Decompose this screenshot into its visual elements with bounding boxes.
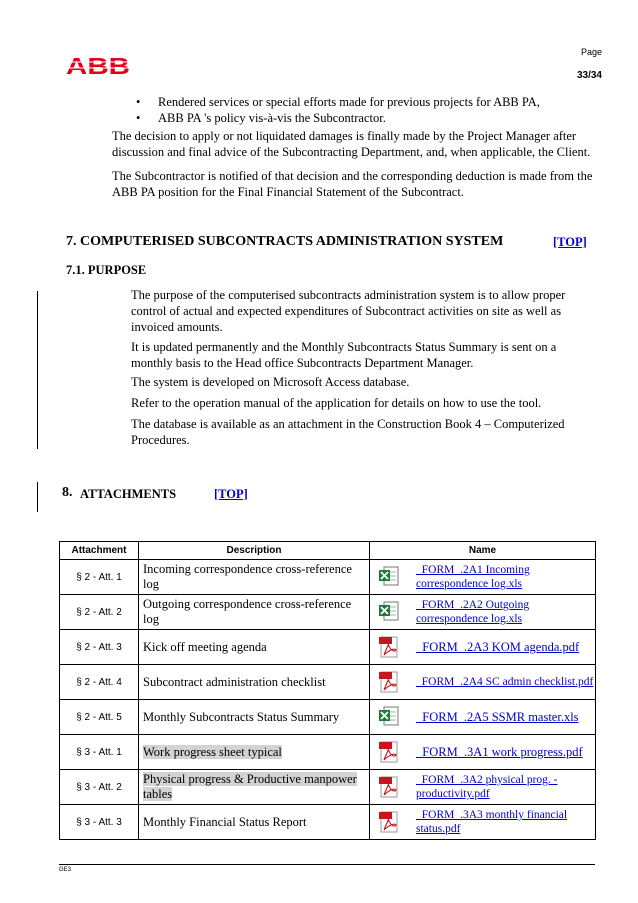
table-row <box>60 735 596 770</box>
description-cell <box>139 735 370 770</box>
table-header-row <box>60 542 596 560</box>
excel-icon[interactable] <box>378 600 400 624</box>
change-bar <box>37 291 38 449</box>
intro-paragraph: The Subcontractor is notified of that decision and the corresponding deduction is made from the ABB PA position for the Final Financial Statement of the Subcontract. <box>112 169 593 199</box>
attachment-cell: § 2 - Att. 4 <box>60 665 139 700</box>
pdf-icon[interactable] <box>378 775 400 799</box>
change-bar <box>37 482 38 512</box>
bullet-item: • Rendered services or special efforts made for previous projects for ABB PA, <box>124 94 594 110</box>
purpose-paragraph: The purpose of the computerised subcontracts administration system is to allow proper control of actual and expected expenditures of Subcontract activities on site as well as invoiced amounts. <box>131 288 566 334</box>
name-cell <box>370 700 596 735</box>
name-cell <box>370 770 596 805</box>
name-cell <box>370 595 596 630</box>
section-7-heading: 7. COMPUTERISED SUBCONTRACTS ADMINISTRATION SYSTEM <box>66 234 504 249</box>
name-cell <box>370 735 596 770</box>
description-cell: Subcontract administration checklist <box>139 665 370 700</box>
column-header: Description <box>139 542 370 560</box>
excel-icon[interactable] <box>378 705 400 729</box>
attachment-cell: § 3 - Att. 1 <box>60 735 139 770</box>
excel-icon[interactable] <box>378 565 400 589</box>
attachment-cell: § 3 - Att. 3 <box>60 805 139 840</box>
attachment-cell: § 2 - Att. 1 <box>60 560 139 595</box>
file-link[interactable]: _FORM_.2A5 SSMR master.xls <box>416 710 579 724</box>
column-header: Attachment <box>60 542 139 560</box>
pdf-icon[interactable] <box>378 740 400 764</box>
pdf-icon[interactable] <box>378 810 400 834</box>
pdf-icon[interactable] <box>378 635 400 659</box>
top-link[interactable]: [TOP] <box>214 487 248 501</box>
name-cell <box>370 630 596 665</box>
highlighted-description: Work progress sheet typical <box>143 744 282 759</box>
top-link[interactable]: [TOP] <box>553 235 587 249</box>
attachment-cell: § 2 - Att. 3 <box>60 630 139 665</box>
table-row <box>60 770 596 805</box>
description-cell: Incoming correspondence cross-reference log <box>139 560 370 595</box>
table-row <box>60 595 596 630</box>
description-cell: Monthly Subcontracts Status Summary <box>139 700 370 735</box>
bullet-item: • ABB PA 's policy vis-à-vis the Subcontractor. <box>124 110 594 126</box>
table-row <box>60 665 596 700</box>
table-row <box>60 560 596 595</box>
description-cell: Kick off meeting agenda <box>139 630 370 665</box>
page-label: Page <box>580 47 602 57</box>
file-link[interactable]: _FORM_.2A3 KOM agenda.pdf <box>416 640 580 654</box>
file-link[interactable]: _FORM_.3A3 monthly financial status.pdf <box>416 809 568 835</box>
column-header: Name <box>370 542 596 560</box>
table-row <box>60 630 596 665</box>
description-cell: Monthly Financial Status Report <box>139 805 370 840</box>
purpose-paragraph: It is updated permanently and the Monthly Subcontracts Status Summary is sent on a monthly basis to the Head office Subcontracts Department Manager. <box>131 340 557 370</box>
svg-text:ABB: ABB <box>66 56 130 76</box>
footer-text: GE3 <box>59 867 72 873</box>
highlighted-description: Physical progress & Productive manpower tables <box>143 772 357 801</box>
attachment-cell: § 2 - Att. 2 <box>60 595 139 630</box>
attachment-cell: § 3 - Att. 2 <box>60 770 139 805</box>
file-link[interactable]: _FORM_.3A1 work progress.pdf <box>416 745 583 759</box>
intro-paragraph: The decision to apply or not liquidated damages is finally made by the Project Manager after discussion and final advice of the Subcontracting Department, and, when applicable, the Client. <box>112 129 591 159</box>
file-link[interactable]: _FORM_.2A4 SC admin checklist.pdf <box>416 676 594 688</box>
description-cell: Outgoing correspondence cross-reference log <box>139 595 370 630</box>
footer-divider <box>59 864 595 865</box>
purpose-paragraph: Refer to the operation manual of the application for details on how to use the tool. <box>131 396 542 410</box>
section-7-1-heading: 7.1. PURPOSE <box>66 263 147 277</box>
attachments-table <box>59 541 596 840</box>
name-cell <box>370 560 596 595</box>
description-cell <box>139 770 370 805</box>
purpose-paragraph: The database is available as an attachment in the Construction Book 4 – Computerized Procedures. <box>131 417 565 447</box>
attachment-cell: § 2 - Att. 5 <box>60 700 139 735</box>
abb-logo <box>66 56 130 81</box>
table-row <box>60 805 596 840</box>
page-number: 33/34 <box>576 70 602 81</box>
intro-bullet-list <box>124 94 594 126</box>
purpose-paragraph: The system is developed on Microsoft Access database. <box>131 375 410 389</box>
file-link[interactable]: _FORM_.2A1 Incoming correspondence log.xls <box>416 564 530 590</box>
name-cell <box>370 665 596 700</box>
table-row <box>60 700 596 735</box>
section-8-number: 8. <box>62 485 73 500</box>
file-link[interactable]: _FORM_.2A2 Outgoing correspondence log.xls <box>416 599 530 625</box>
section-8-title: ATTACHMENTS <box>80 487 177 501</box>
file-link[interactable]: _FORM_.3A2 physical prog. - productivity.pdf <box>416 774 558 800</box>
pdf-icon[interactable] <box>378 670 400 694</box>
name-cell <box>370 805 596 840</box>
